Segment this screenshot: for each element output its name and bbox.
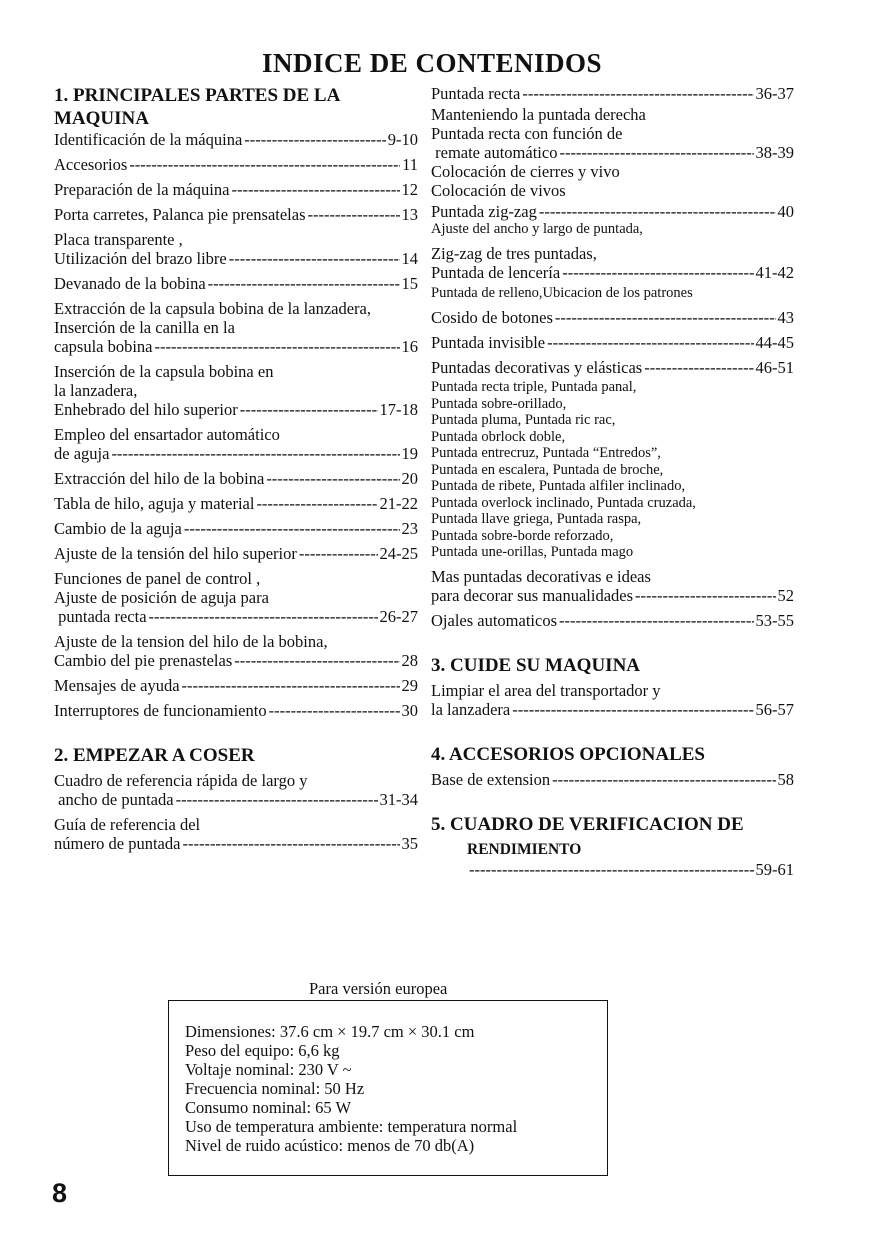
toc-line — [431, 770, 794, 789]
leader-dashes — [644, 358, 753, 377]
section-5-heading: 5. CUADRO DE VERIFICACION DE — [431, 813, 744, 835]
toc-line — [54, 494, 418, 513]
toc-entry — [431, 770, 794, 789]
toc-entry-text: Limpiar el area del transportador y — [431, 680, 661, 700]
leader-dashes — [155, 337, 400, 356]
leader-dashes — [149, 607, 378, 626]
toc-entry-text: Mas puntadas decorativas e ideas — [431, 566, 651, 586]
toc-page-number: 24-25 — [379, 544, 418, 563]
stitch-list-item: Puntada llave griega, Puntada raspa, — [431, 511, 642, 527]
toc-entry-text: Cambio del pie prenastelas — [54, 651, 233, 670]
leader-dashes — [559, 611, 753, 630]
specification-line: Nivel de ruido acústico: menos de 70 db(A) — [185, 1136, 475, 1155]
leader-dashes — [182, 676, 400, 695]
toc-entry-text: Placa transparente , — [54, 230, 183, 249]
toc-entry-text: puntada recta — [54, 607, 147, 626]
toc-entry-text: capsula bobina — [54, 337, 153, 356]
toc-line — [54, 651, 418, 670]
toc-entry — [431, 105, 794, 200]
toc-entry-text: Puntada recta — [431, 84, 521, 103]
toc-line — [431, 358, 794, 377]
toc-entry — [431, 308, 794, 327]
toc-page-number: 56-57 — [755, 699, 794, 719]
toc-page-number: 40 — [777, 202, 794, 221]
toc-entry-text: Extracción del hilo de la bobina — [54, 469, 265, 488]
toc-page-number: 19 — [401, 444, 418, 463]
toc-entry-text: Zig-zag de tres puntadas, — [431, 244, 597, 263]
toc-page-number: 21-22 — [379, 494, 418, 513]
leader-dashes — [229, 249, 400, 268]
toc-entry-text: Inserción de la capsula bobina en — [54, 362, 274, 381]
toc-entry — [54, 771, 418, 809]
toc-entry-text: 1. PRINCIPALES PARTES DE LA — [54, 85, 341, 106]
toc-entry-text: Mensajes de ayuda — [54, 676, 180, 695]
toc-entry — [431, 860, 794, 879]
toc-entry-text: Cambio de la aguja — [54, 519, 182, 538]
specifications-box — [168, 1000, 608, 1176]
section-4-heading: 4. ACCESORIOS OPCIONALES — [431, 743, 705, 765]
stitch-list-item: Puntada pluma, Puntada ric rac, — [431, 412, 616, 428]
toc-entry-text: Inserción de la canilla en la — [54, 318, 235, 337]
toc-entry-text: Manteniendo la puntada derecha — [431, 105, 646, 124]
toc-entry-text: Enhebrado del hilo superior — [54, 400, 238, 419]
toc-page-number: 35 — [401, 834, 418, 853]
toc-page-number: 26-27 — [379, 607, 418, 626]
toc-entry-text: Puntada de lencería — [431, 263, 561, 282]
toc-entry-text: Ojales automaticos — [431, 610, 558, 630]
toc-entry — [431, 567, 794, 605]
toc-entry-text: para decorar sus manualidades — [431, 585, 634, 605]
toc-line — [431, 611, 794, 630]
toc-entry — [54, 425, 418, 463]
leader-dashes — [562, 263, 753, 282]
toc-entry-text: Devanado de la bobina — [54, 274, 206, 293]
toc-entry — [431, 611, 794, 630]
section-5-subheading: RENDIMIENTO — [467, 840, 582, 858]
specification-line: Voltaje nominal: 230 V ~ — [185, 1060, 352, 1079]
toc-entry — [54, 362, 418, 419]
toc-page-number: 36-37 — [755, 84, 794, 103]
toc-page-number: 13 — [401, 205, 418, 224]
specification-line: Consumo nominal: 65 W — [185, 1098, 352, 1117]
leader-dashes — [234, 651, 399, 670]
toc-entry — [54, 519, 418, 538]
stitch-list-item: Puntada overlock inclinado, Puntada cruzada, — [431, 494, 696, 511]
page-number: 8 — [52, 1178, 68, 1208]
leader-dashes — [555, 308, 776, 327]
toc-entry — [54, 299, 418, 356]
toc-entry-text: Tabla de hilo, aguja y material — [54, 494, 255, 513]
toc-entry-text: Funciones de panel de control , — [54, 569, 261, 588]
section-2-heading: 2. EMPEZAR A COSER — [54, 745, 255, 766]
toc-page-number: 46-51 — [755, 358, 794, 377]
toc-line — [54, 205, 418, 224]
toc-entry-text: Puntada invisible — [431, 333, 546, 352]
toc-page-number: 52 — [777, 585, 794, 605]
toc-entry-text: Base de extension — [431, 769, 551, 789]
toc-entry — [54, 205, 418, 224]
stitch-list-item: Puntada sobre-borde reforzado, — [431, 527, 614, 544]
toc-entry-text: Cosido de botones — [431, 308, 553, 327]
toc-line — [54, 130, 418, 149]
toc-line — [431, 202, 794, 221]
toc-entry — [431, 84, 794, 103]
stitch-list-item: Puntada recta triple, Puntada panal, — [431, 379, 637, 395]
leader-dashes — [266, 469, 399, 488]
specifications-list — [185, 1022, 591, 1155]
toc-line — [431, 333, 794, 352]
toc-entry-text: MAQUINA — [54, 108, 149, 129]
toc-page-number: 28 — [401, 651, 418, 670]
toc-entry — [54, 274, 418, 293]
toc-entry-text: Interruptores de funcionamiento — [54, 701, 267, 720]
toc-entry — [431, 681, 794, 719]
leader-dashes — [129, 155, 400, 174]
leader-dashes — [539, 202, 776, 221]
toc-entry — [54, 180, 418, 199]
toc-entry-text: remate automático — [431, 143, 558, 162]
leader-dashes — [522, 84, 753, 103]
toc-entry-text: Ajuste del ancho y largo de puntada, — [431, 221, 643, 237]
leader-dashes — [469, 860, 754, 879]
leader-dashes — [547, 333, 753, 352]
toc-line — [54, 444, 418, 463]
toc-page-number: 29 — [401, 676, 418, 695]
toc-page-number: 41-42 — [755, 263, 794, 282]
toc-line — [54, 519, 418, 538]
toc-line — [54, 180, 418, 199]
toc-line — [431, 586, 794, 605]
toc-page-number: 59-61 — [755, 859, 794, 879]
leader-dashes — [208, 274, 400, 293]
stitch-list-item: Puntada en escalera, Puntada de broche, — [431, 461, 664, 478]
toc-page-number: 23 — [401, 519, 418, 538]
toc-entry-text: Cuadro de referencia rápida de largo y — [54, 771, 308, 790]
leader-dashes — [559, 143, 753, 162]
stitch-list-item: Puntada obrlock doble, — [431, 428, 566, 445]
toc-entry — [54, 155, 418, 174]
toc-entry-text: Identificación de la máquina — [54, 130, 243, 149]
toc-page-number: 31-34 — [379, 790, 418, 809]
toc-page-number: 58 — [777, 769, 794, 789]
toc-entry-text: número de puntada — [54, 834, 181, 853]
toc-line — [54, 834, 418, 853]
stitch-list-item: Puntada de ribete, Puntada alfiler inclinado, — [431, 478, 686, 494]
decorative-stitch-list — [431, 379, 794, 561]
toc-entry-text: Preparación de la máquina — [54, 180, 230, 199]
stitch-list-item: Puntada entrecruz, Puntada “Entredos”, — [431, 445, 661, 461]
toc-entry-text: Colocación de cierres y vivo — [431, 162, 620, 181]
leader-dashes — [552, 770, 775, 789]
toc-entry — [431, 202, 794, 238]
leader-dashes — [512, 700, 753, 719]
toc-left-column — [54, 84, 418, 859]
toc-line — [54, 676, 418, 695]
toc-page-number: 12 — [401, 180, 418, 199]
toc-entry-text: Puntada recta con función de — [431, 124, 623, 143]
specification-line: Dimensiones: 37.6 cm × 19.7 cm × 30.1 cm — [185, 1022, 475, 1041]
toc-page-number: 30 — [401, 701, 418, 720]
leader-dashes — [256, 494, 377, 513]
leader-dashes — [111, 444, 399, 463]
leader-dashes — [299, 544, 378, 563]
leader-dashes — [635, 586, 775, 605]
toc-entry-text: la lanzadera, — [54, 381, 138, 400]
toc-entry — [54, 815, 418, 853]
leader-dashes — [182, 834, 399, 853]
toc-entry-text: Puntada zig-zag — [431, 202, 537, 221]
toc-entry — [54, 569, 418, 626]
toc-entry — [431, 358, 794, 561]
page-title: INDICE DE CONTENIDOS — [261, 48, 603, 78]
toc-entry — [431, 244, 794, 302]
leader-dashes — [176, 790, 378, 809]
toc-line — [54, 337, 418, 356]
toc-line — [54, 274, 418, 293]
specification-line: Uso de temperatura ambiente: temperatura normal — [185, 1117, 518, 1136]
toc-entry-text: Ajuste de la tension del hilo de la bobina, — [54, 632, 328, 651]
toc-entry-text: Extracción de la capsula bobina de la lanzadera, — [54, 299, 372, 318]
section-2-entries — [54, 771, 418, 853]
leader-dashes — [308, 205, 400, 224]
stitch-list-item: Puntada une-orillas, Puntada mago — [431, 544, 634, 560]
stitch-list-item: Puntada sobre-orillado, — [431, 395, 567, 412]
toc-right-column — [431, 84, 794, 879]
toc-entry-text: la lanzadera — [431, 699, 511, 719]
section-3-heading: 3. CUIDE SU MAQUINA — [431, 654, 641, 676]
toc-entry-text: Guía de referencia del — [54, 815, 201, 834]
leader-dashes — [184, 519, 400, 538]
toc-page-number: 14 — [401, 249, 418, 268]
toc-page-number: 15 — [401, 274, 418, 293]
toc-entry — [54, 676, 418, 695]
toc-line — [54, 607, 418, 626]
toc-line — [54, 469, 418, 488]
toc-entry-text: Puntadas decorativas y elásticas — [431, 358, 643, 377]
toc-entry-text: Porta carretes, Palanca pie prensatelas — [54, 205, 306, 224]
toc-line — [54, 790, 418, 809]
toc-entry-text: ancho de puntada — [54, 790, 174, 809]
toc-page-number: 9-10 — [387, 130, 418, 149]
toc-line — [431, 84, 794, 103]
toc-entry-text: Puntada de relleno,Ubicacion de los patrones — [431, 285, 693, 301]
toc-page-number: 44-45 — [755, 333, 794, 352]
toc-page-number: 43 — [777, 308, 794, 327]
toc-entry-text: Empleo del ensartador automático — [54, 425, 280, 444]
toc-page-number: 38-39 — [755, 143, 794, 162]
toc-line — [431, 263, 794, 282]
toc-entry — [54, 544, 418, 563]
toc-entry-text: Colocación de vivos — [431, 181, 566, 200]
toc-page-number: 20 — [401, 469, 418, 488]
toc-line — [54, 544, 418, 563]
toc-line — [431, 308, 794, 327]
toc-line — [54, 249, 418, 268]
toc-page-number: 16 — [401, 337, 418, 356]
specification-line: Peso del equipo: 6,6 kg — [185, 1041, 340, 1060]
toc-entry — [54, 130, 418, 149]
section-1-heading — [54, 84, 418, 130]
toc-entry — [431, 333, 794, 352]
toc-entry — [54, 632, 418, 670]
toc-page-number: 11 — [402, 155, 418, 174]
leader-dashes — [231, 180, 399, 199]
toc-entry-text: Ajuste de la tensión del hilo superior — [54, 544, 297, 563]
toc-page-number: 53-55 — [755, 610, 794, 630]
toc-entry-text: Utilización del brazo libre — [54, 249, 227, 268]
leader-dashes — [244, 130, 385, 149]
toc-entry-text: Accesorios — [54, 155, 128, 174]
toc-line — [54, 701, 418, 720]
specification-line: Frecuencia nominal: 50 Hz — [185, 1079, 365, 1098]
toc-entry — [54, 701, 418, 720]
toc-entry-text: de aguja — [54, 444, 110, 463]
toc-line — [54, 400, 418, 419]
toc-page-number: 17-18 — [379, 400, 418, 419]
toc-entry — [54, 230, 418, 268]
euro-version-caption: Para versión europea — [309, 979, 448, 998]
toc-line — [431, 143, 794, 162]
section-1-entries — [54, 130, 418, 720]
toc-entry — [54, 494, 418, 513]
toc-entry — [54, 469, 418, 488]
leader-dashes — [269, 701, 400, 720]
toc-entry-text: Ajuste de posición de aguja para — [54, 588, 269, 607]
leader-dashes — [240, 400, 378, 419]
toc-line — [431, 700, 794, 719]
toc-line — [54, 155, 418, 174]
